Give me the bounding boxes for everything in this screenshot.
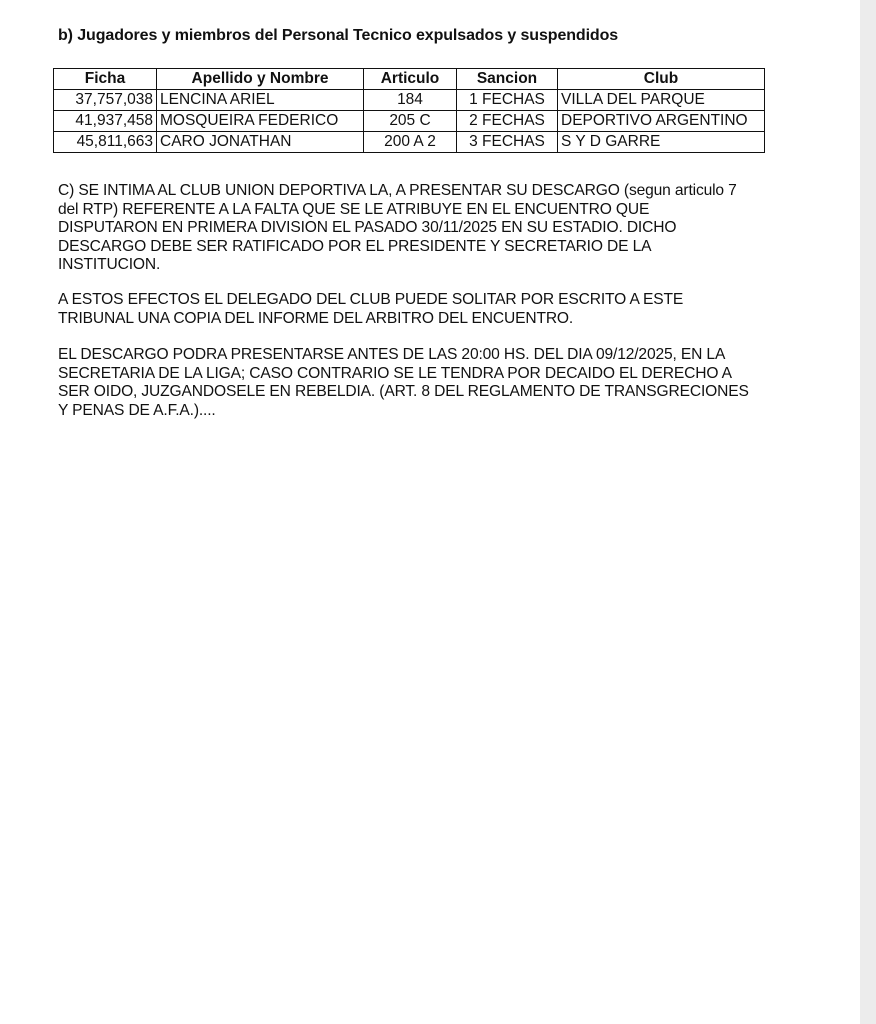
cell-apellido-nombre: MOSQUEIRA FEDERICO [157,111,364,132]
paragraph-line: EL DESCARGO PODRA PRESENTARSE ANTES DE LAS 20:00 HS. DEL DIA 09/12/2025, EN LA [58,346,726,363]
table-row [54,132,765,153]
cell-sancion: 1 FECHAS [457,90,558,111]
cell-apellido-nombre: LENCINA ARIEL [157,90,364,111]
cell-club: DEPORTIVO ARGENTINO [558,111,765,132]
paragraph-line: DISPUTARON EN PRIMERA DIVISION EL PASADO 30/11/2025 EN SU ESTADIO. DICHO [58,219,677,237]
paragraph-line: DESCARGO DEBE SER RATIFICADO POR EL PRESIDENTE Y SECRETARIO DE LA [58,237,652,255]
cell-apellido-nombre: CARO JONATHAN [157,132,364,153]
cell-articulo: 184 [364,90,457,111]
paragraph-line: SECRETARIA DE LA LIGA; CASO CONTRARIO SE LE TENDRA POR DECAIDO EL DERECHO A [58,364,732,382]
table-header-row [54,69,765,90]
cell-ficha: 45,811,663 [54,132,157,153]
cell-ficha: 41,937,458 [54,111,157,132]
viewer-scroll-gutter[interactable] [860,0,876,1024]
column-header-ficha: Ficha [54,69,157,90]
paragraph-line: C) SE INTIMA AL CLUB UNION DEPORTIVA LA, A PRESENTAR SU DESCARGO (segun articulo 7 [58,182,737,199]
paragraph-line: del RTP) REFERENTE A LA FALTA QUE SE LE ATRIBUYE EN EL ENCUENTRO QUE [58,200,650,218]
paragraph-line: SER OIDO, JUZGANDOSELE EN REBELDIA. (ART. 8 DEL REGLAMENTO DE TRANSGRECIONES [58,383,749,401]
cell-articulo: 200 A 2 [364,132,457,153]
paragraph-efectos [58,291,793,328]
cell-articulo: 205 C [364,111,457,132]
paragraph-line: TRIBUNAL UNA COPIA DEL INFORME DEL ARBITRO DEL ENCUENTRO. [58,309,574,327]
column-header-apellido-nombre: Apellido y Nombre [157,69,364,90]
column-header-articulo: Articulo [364,69,457,90]
paragraph-intimacion [58,182,793,275]
cell-ficha: 37,757,038 [54,90,157,111]
sanctions-table [53,68,765,153]
section-title: b) Jugadores y miembros del Personal Tecnico expulsados y suspendidos [58,27,619,44]
column-header-sancion: Sancion [457,69,558,90]
paragraph-line: INSTITUCION. [58,256,161,274]
table-row [54,90,765,111]
paragraph-line: A ESTOS EFECTOS EL DELEGADO DEL CLUB PUEDE SOLITAR POR ESCRITO A ESTE [58,291,684,308]
table-row [54,111,765,132]
paragraph-descargo [58,346,793,420]
paragraph-line: Y PENAS DE A.F.A.).... [58,401,216,419]
cell-club: S Y D GARRE [558,132,765,153]
cell-club: VILLA DEL PARQUE [558,90,765,111]
column-header-club: Club [558,69,765,90]
cell-sancion: 2 FECHAS [457,111,558,132]
cell-sancion: 3 FECHAS [457,132,558,153]
